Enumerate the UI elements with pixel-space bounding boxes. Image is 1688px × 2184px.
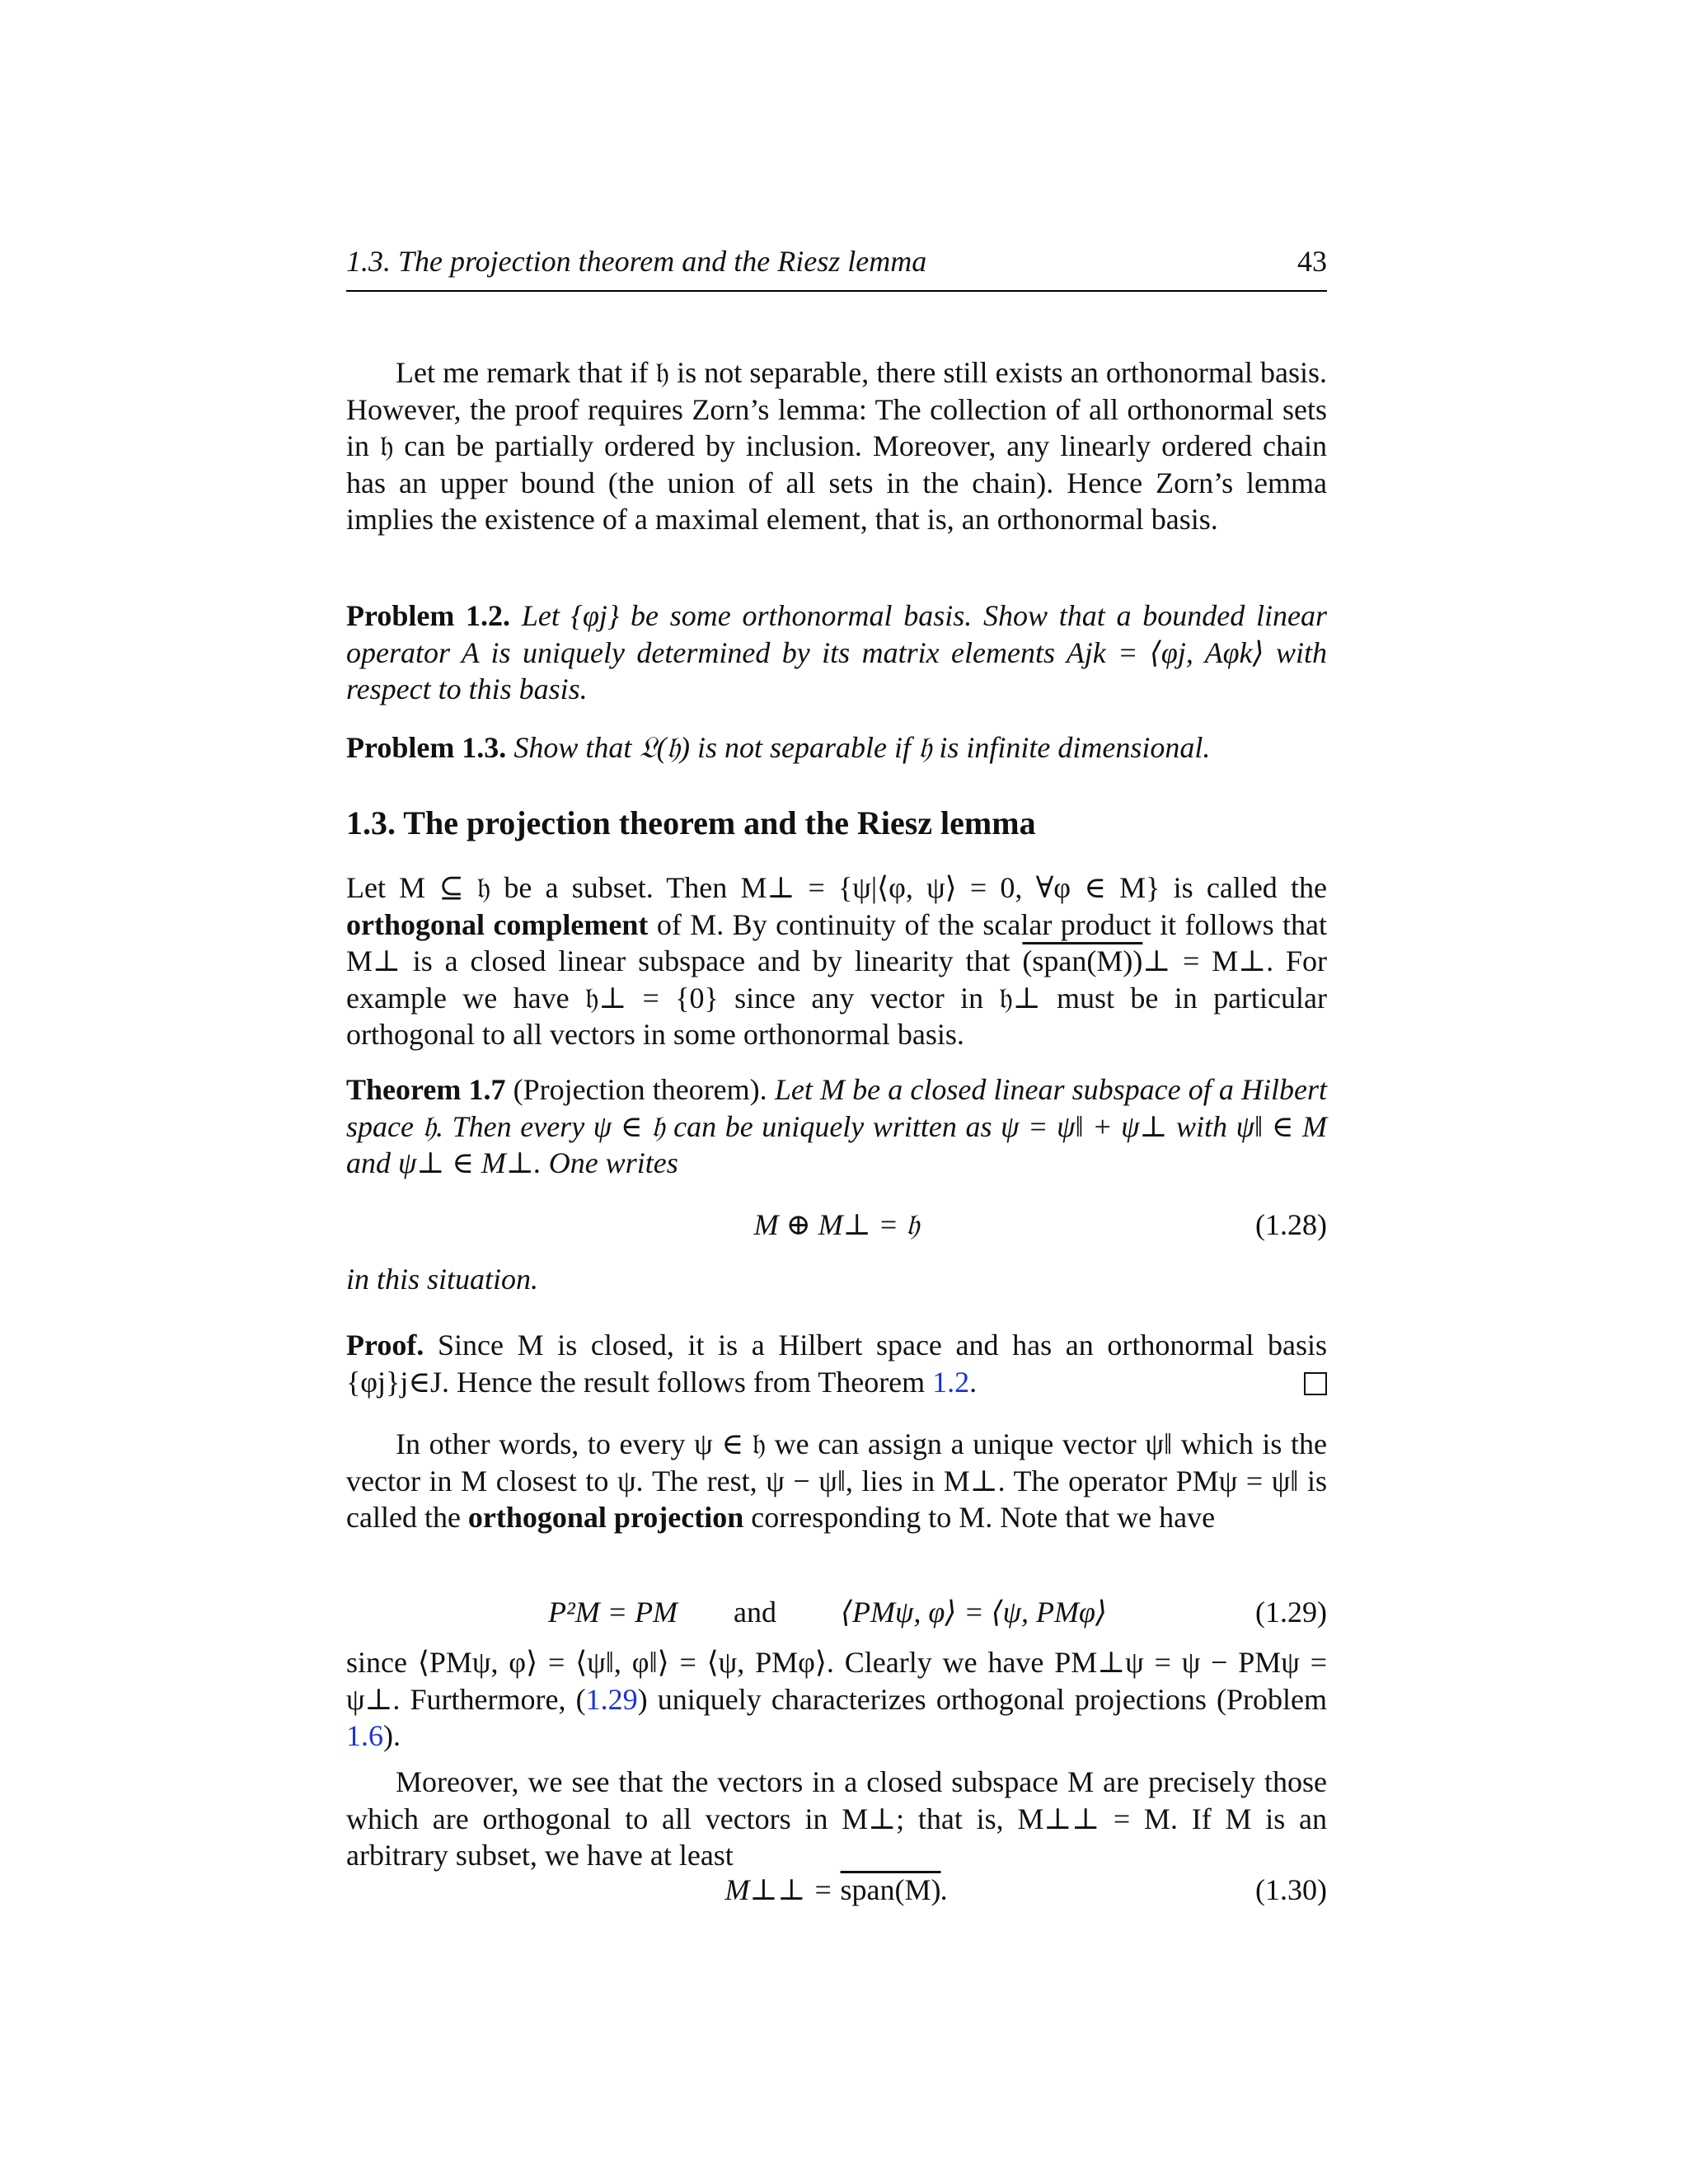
theorem-text: Let M be a closed linear subspace of a Hilbert space 𝔥. Then every ψ ∈ 𝔥 can be uniquely written as ψ = ψ‖ + ψ⊥ with ψ‖ ∈ M and ψ⊥ ∈ M⊥. One writes [346, 1073, 1328, 1180]
equation-body [346, 1872, 1327, 1907]
proof-text: Since M is closed, it is a Hilbert space and has an orthonormal basis {φj}j∈J. Hence the result follows from Theorem [346, 1329, 1327, 1399]
equation-left: M⊥⊥ = [724, 1873, 841, 1906]
theorem-name: (Projection theorem). [513, 1073, 767, 1106]
text-run: of M. By continuity of the scalar product it follows that M⊥ is a closed linear subspace and by linearity that [346, 907, 1327, 978]
text-run: In other words, to every ψ ∈ 𝔥 we can assign a unique vector ψ‖ which is the vector in M closest to ψ. The rest, ψ − ψ‖, lies in M⊥. The operator PMψ = ψ‖ is called the [346, 1427, 1327, 1535]
theorem-tail: in this situation. [346, 1263, 539, 1296]
problem-text: Show that 𝔏(𝔥) is not separable if 𝔥 is infinite dimensional. [513, 731, 1211, 764]
proof-label: Proof. [346, 1329, 424, 1361]
text-run: ⊥ = M⊥. For example we have 𝔥⊥ = {0} since any vector in 𝔥⊥ must be in particular orthogonal to all vectors in some orthonormal basis. [346, 944, 1327, 1052]
page-number: 43 [1297, 245, 1327, 278]
equation-body: M ⊕ M⊥ = 𝔥 [753, 1208, 920, 1241]
problem-reference-link[interactable]: 1.6 [346, 1719, 383, 1753]
text-run: since ⟨PMψ, φ⟩ = ⟨ψ‖, φ‖⟩ = ⟨ψ, PMφ⟩. Clearly we have PM⊥ψ = ψ − PMψ = ψ⊥. Furthermore, ( [346, 1646, 1327, 1716]
theorem-reference-link[interactable]: 1.2 [932, 1365, 970, 1399]
proof [346, 1327, 1327, 1400]
paragraph-zorn: Let me remark that if 𝔥 is not separable, there still exists an orthonormal basis. However, the proof requires Zorn’s lemma: The collection of all orthonormal sets in 𝔥 can be partially ordered by inclusion. Moreover, any linearly ordered chain has an upper bound (the union of all sets in the chain). Hence Zorn’s lemma implies the existence of a maximal element, that is, an orthonormal basis. [346, 356, 1327, 537]
equation-number: (1.28) [1255, 1208, 1327, 1241]
equation-reference-link[interactable]: 1.29 [585, 1682, 638, 1716]
term-orthogonal-complement: orthogonal complement [346, 907, 649, 941]
theorem-label: Theorem 1.7 [346, 1073, 506, 1106]
problem-1-3 [346, 729, 1327, 766]
text-run: Let M ⊆ 𝔥 be a subset. Then M⊥ = {ψ|⟨φ, ψ⟩ = 0, ∀φ ∈ M} is called the [346, 871, 1327, 904]
equation-number: (1.30) [1255, 1873, 1327, 1906]
term-orthogonal-projection: orthogonal projection [467, 1501, 744, 1535]
paragraph-orthogonal-projection [346, 1426, 1327, 1536]
theorem-1-7 [346, 1071, 1327, 1182]
problem-label: Problem 1.2. [346, 599, 511, 632]
section-title: 1.3. The projection theorem and the Riesz lemma [346, 804, 1036, 841]
equation-number: (1.29) [1255, 1596, 1327, 1629]
paragraph-projection-properties [346, 1644, 1327, 1755]
closure-span: span(M) [840, 1873, 941, 1906]
text-run: ). [383, 1719, 401, 1753]
text-run: corresponding to M. Note that we have [743, 1501, 1216, 1535]
equation-1-28 [346, 1207, 1327, 1249]
equation-1-29 [346, 1595, 1327, 1636]
paragraph-double-complement: Moreover, we see that the vectors in a closed subspace M are precisely those which are orthogonal to all vectors in M⊥; that is, M⊥⊥ = M. If M is an arbitrary subset, we have at least [346, 1765, 1327, 1872]
running-header [346, 244, 1327, 292]
text-run: . [969, 1365, 978, 1399]
problem-text: Let {φj} be some orthonormal basis. Show that a bounded linear operator A is uniquely determined by its matrix elements Ajk = ⟨φj, Aφk⟩ with respect to this basis. [346, 599, 1327, 706]
running-title: 1.3. The projection theorem and the Riesz lemma [346, 245, 927, 278]
equation-1-30 [346, 1872, 1327, 1914]
equation-left: P²M = PM [548, 1596, 678, 1629]
qed-box-icon [1304, 1372, 1327, 1395]
closure-span: (span(M)) [1022, 944, 1143, 978]
equation-end: . [940, 1873, 949, 1906]
paragraph-orthogonal-complement [346, 869, 1327, 1053]
text-run: ) uniquely characterizes orthogonal projections (Problem [637, 1682, 1328, 1716]
problem-1-2 [346, 598, 1327, 708]
equation-connector: and [734, 1596, 776, 1629]
problem-label: Problem 1.3. [346, 731, 507, 764]
equation-right: ⟨PMψ, φ⟩ = ⟨ψ, PMφ⟩ [841, 1596, 1107, 1629]
